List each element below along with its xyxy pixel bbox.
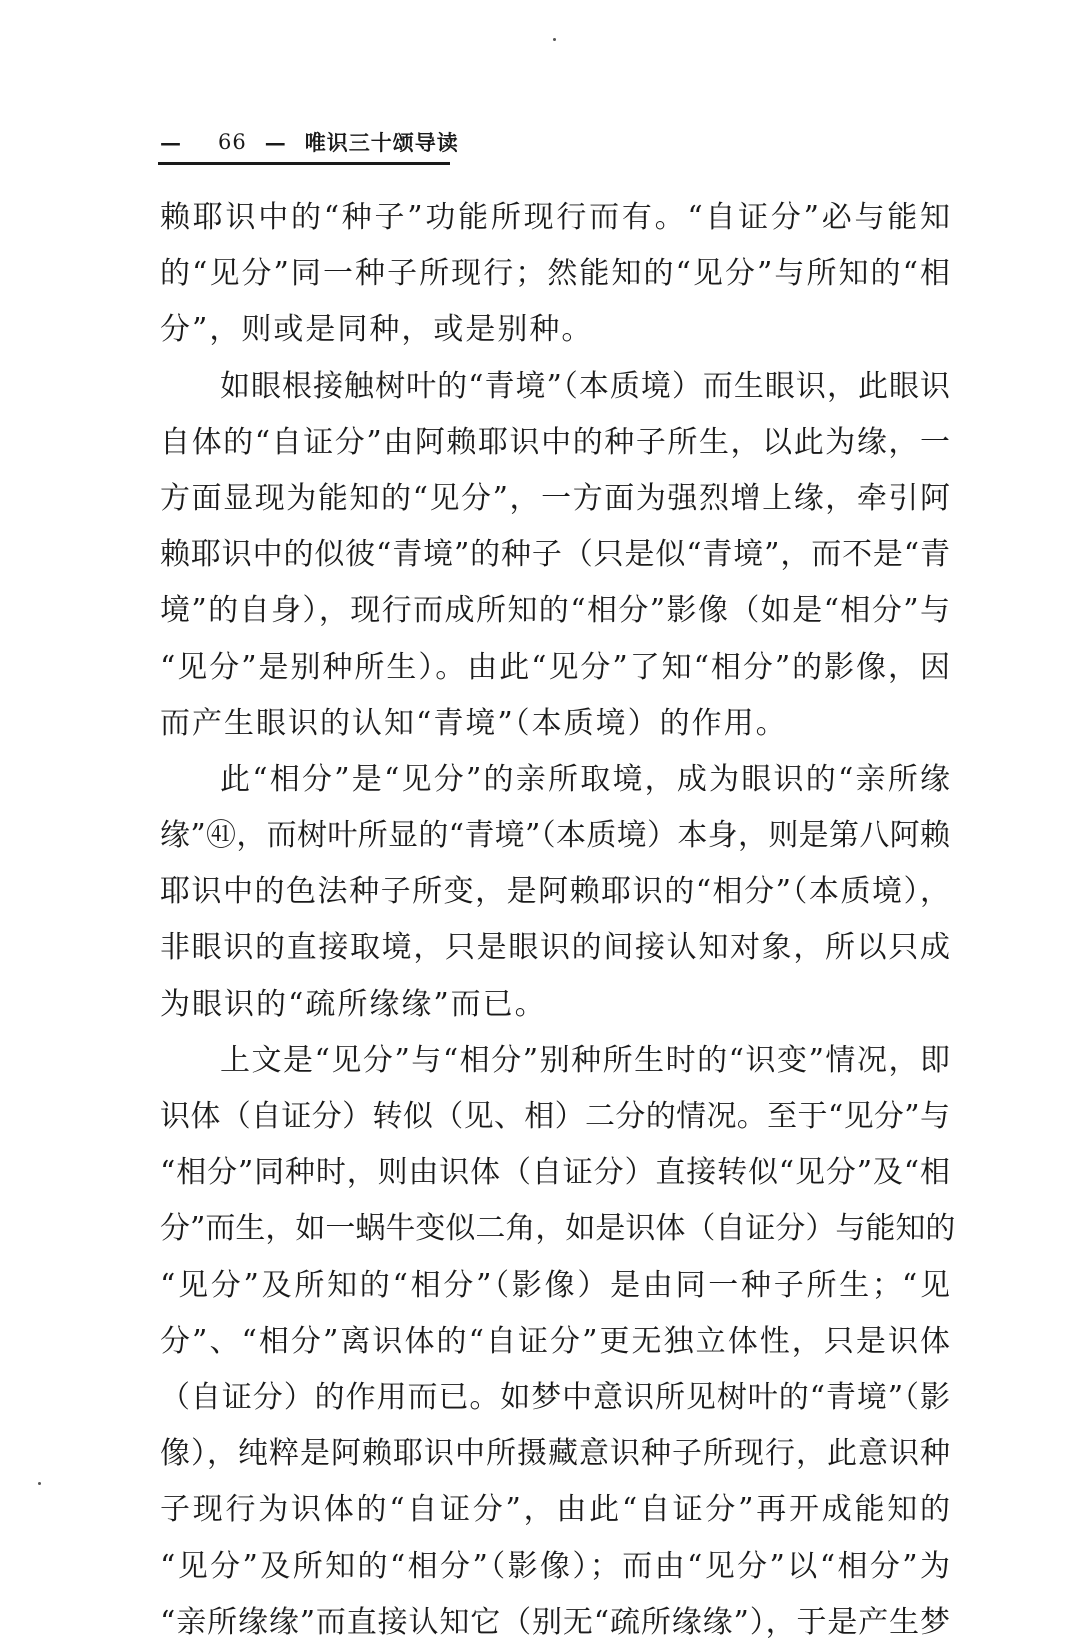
text-line: （自证分）的作用而已。如梦中意识所见树叶的“青境”（影 bbox=[160, 1379, 950, 1415]
text-line: 的“见分”同一种子所现行；然能知的“见分”与所知的“相 bbox=[160, 256, 950, 292]
text-line: 上文是“见分”与“相分”别种所生时的“识变”情况，即 bbox=[220, 1042, 950, 1078]
text-line: 此“相分”是“见分”的亲所取境，成为眼识的“亲所缘 bbox=[220, 761, 950, 797]
book-title: 唯识三十颂导读 bbox=[304, 130, 459, 155]
text-line: 子现行为识体的“自证分”，由此“自证分”再开成能知的 bbox=[160, 1492, 950, 1528]
scan-speck bbox=[38, 1482, 41, 1485]
header-rule bbox=[158, 162, 450, 165]
text-line: 耶识中的色法种子所变，是阿赖耶识的“相分”（本质境）， bbox=[160, 874, 950, 910]
header-dash-left: — bbox=[160, 129, 182, 155]
text-line: 而产生眼识的认知“青境”（本质境）的作用。 bbox=[160, 705, 788, 741]
text-line: 分”、“相分”离识体的“自证分”更无独立体性，只是识体 bbox=[160, 1323, 950, 1359]
text-line: “亲所缘缘”而直接认知它（别无“疏所缘缘”），于是产生梦 bbox=[160, 1604, 950, 1640]
text-line: “见分”是别种所生）。由此“见分”了知“相分”的影像，因 bbox=[160, 649, 950, 685]
text-line: 如眼根接触树叶的“青境”（本质境）而生眼识，此眼识 bbox=[220, 368, 950, 404]
body-text bbox=[160, 190, 956, 1651]
text-line: 识体（自证分）转似（见、相）二分的情况。至于“见分”与 bbox=[160, 1099, 950, 1134]
text-line: “相分”同种时，则由识体（自证分）直接转似“见分”及“相 bbox=[160, 1155, 950, 1191]
scan-speck bbox=[553, 38, 556, 41]
text-line: 赖耶识中的似彼“青境”的种子（只是似“青境”，而不是“青 bbox=[160, 537, 950, 573]
text-line: 方面显现为能知的“见分”，一方面为强烈增上缘，牵引阿 bbox=[160, 480, 950, 516]
text-line: 分”而生，如一蜗牛变似二角，如是识体（自证分）与能知的 bbox=[160, 1211, 956, 1247]
text-line: 境”的自身），现行而成所知的“相分”影像（如是“相分”与 bbox=[160, 593, 950, 629]
text-line: 像），纯粹是阿赖耶识中所摄藏意识种子所现行，此意识种 bbox=[160, 1436, 950, 1472]
text-line: 非眼识的直接取境，只是眼识的间接认知对象，所以只成 bbox=[160, 930, 950, 966]
text-line: 赖耶识中的“种子”功能所现行而有。“自证分”必与能知 bbox=[160, 200, 950, 235]
text-line: “见分”及所知的“相分”（影像）；而由“见分”以“相分”为 bbox=[160, 1548, 950, 1584]
text-line: 为眼识的“疏所缘缘”而已。 bbox=[160, 986, 547, 1022]
text-line: 分”，则或是同种，或是别种。 bbox=[160, 312, 594, 348]
header-dash-right: — bbox=[264, 129, 287, 155]
text-line: 自体的“自证分”由阿赖耶识中的种子所生，以此为缘，一 bbox=[160, 424, 950, 460]
page-number: 66 bbox=[218, 130, 247, 154]
running-header bbox=[160, 124, 459, 160]
text-line: 缘”㊶，而树叶所显的“青境”（本质境）本身，则是第八阿赖 bbox=[160, 818, 950, 854]
text-line: “见分”及所知的“相分”（影像）是由同一种子所生；“见 bbox=[160, 1267, 950, 1303]
